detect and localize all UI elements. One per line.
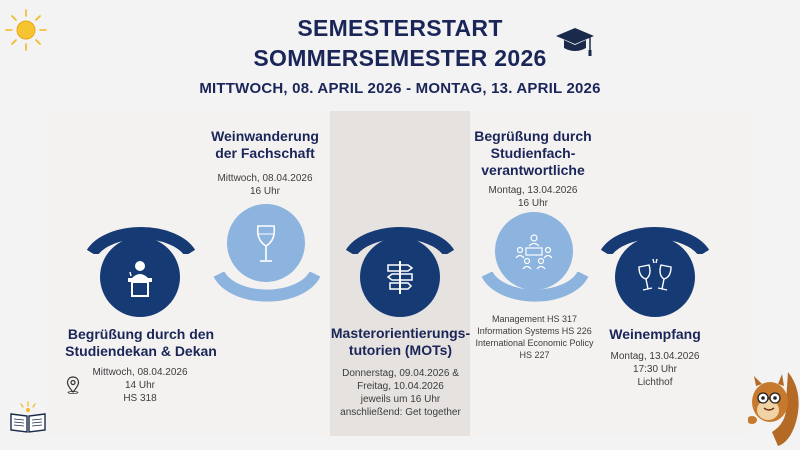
event-1-date: Mittwoch, 08.04.2026	[92, 367, 188, 378]
event-1-title-line1: Begrüßung durch den	[67, 326, 215, 342]
event-4-details	[468, 184, 598, 210]
event-4-title-line3: verantwortliche	[481, 162, 585, 178]
event-4-room-4: HS 227	[519, 350, 550, 360]
graduation-cap-icon	[554, 26, 596, 58]
event-4-title-line2: Studienfach-	[490, 145, 576, 161]
event-4-title-line1: Begrüßung durch	[474, 128, 592, 144]
event-3-note: anschließend: Get together	[340, 407, 461, 418]
event-2-title	[190, 128, 340, 162]
group-meeting-icon	[514, 232, 554, 270]
event-2-arc	[213, 272, 321, 308]
event-5-date: Montag, 13.04.2026	[610, 351, 700, 362]
event-3-time: jeweils um 16 Uhr	[360, 394, 441, 405]
page-title-line1: SEMESTERSTART	[297, 15, 503, 41]
event-1-title-line2: Studiendekan & Dekan	[65, 343, 217, 359]
event-4-time: 16 Uhr	[517, 198, 548, 209]
event-2-title-line2: der Fachschaft	[215, 145, 315, 161]
toasting-glasses-icon	[633, 257, 677, 297]
event-5-title	[590, 326, 720, 343]
event-4-room-2: Information Systems HS 226	[477, 326, 592, 336]
location-pin-icon	[66, 376, 80, 394]
event-3-title-line2: tutorien (MOTs)	[348, 342, 453, 358]
event-2-title-line1: Weinwanderung	[211, 128, 319, 144]
event-5-time: 17:30 Uhr	[633, 364, 677, 375]
date-range: MITTWOCH, 08. APRIL 2026 - MONTAG, 13. APRIL 2026	[199, 80, 601, 97]
event-4-date: Montag, 13.04.2026	[488, 185, 578, 196]
event-1-details	[80, 366, 200, 405]
event-4-title	[462, 128, 604, 179]
event-3-details	[332, 367, 469, 419]
event-4-room-1: Management HS 317	[491, 314, 578, 324]
page-title-line2: SOMMERSEMESTER 2026	[253, 45, 547, 71]
event-4-rooms	[462, 313, 607, 361]
event-1-room: HS 318	[123, 393, 157, 404]
open-book-icon	[8, 400, 48, 436]
event-1-title	[46, 326, 236, 360]
lectern-speaker-icon	[118, 256, 162, 300]
event-3-title	[318, 325, 483, 359]
event-2-details	[200, 172, 330, 198]
wine-glass-icon	[252, 224, 280, 266]
event-3-date-2: Freitag, 10.04.2026	[357, 381, 444, 392]
event-5-location: Lichthof	[637, 377, 673, 388]
event-5-details	[595, 350, 715, 389]
event-1-time: 14 Uhr	[124, 380, 155, 391]
signpost-icon	[380, 257, 420, 297]
event-4-room-3: International Economic Policy	[475, 338, 594, 348]
event-3-title-line1: Masterorientierungs-	[330, 325, 471, 341]
event-2-date: Mittwoch, 08.04.2026	[217, 173, 313, 184]
squirrel-mascot-icon	[748, 362, 800, 448]
event-4-arc	[481, 272, 589, 308]
event-3-date-1: Donnerstag, 09.04.2026 &	[342, 368, 459, 379]
event-5-title-line1: Weinempfang	[609, 326, 701, 342]
event-2-time: 16 Uhr	[249, 186, 280, 197]
